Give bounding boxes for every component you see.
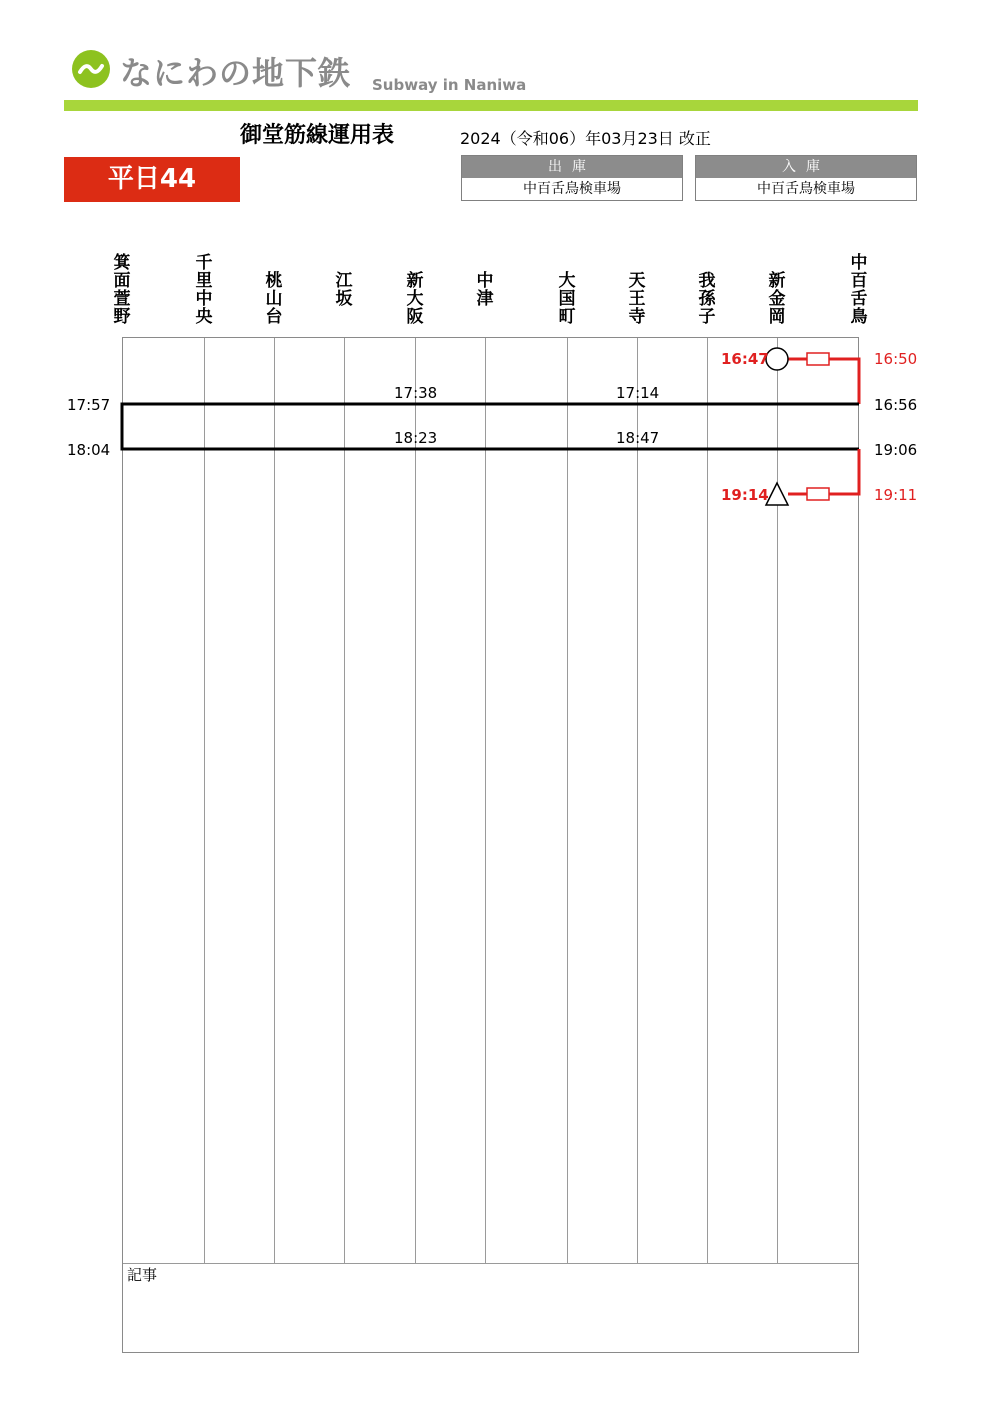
time-depart-minoh: 18:04 (67, 441, 111, 459)
time-arrive-nakamozu-1: 16:50 (874, 350, 918, 368)
time-depart-nakamozu-2: 19:11 (874, 486, 918, 504)
time-tennoji-2: 18:47 (616, 429, 660, 447)
station-shin-osaka: 新大阪 (406, 271, 424, 327)
brand-subtitle: Subway in Naniwa (372, 76, 527, 94)
time-arrive-shinkanaoka: 19:14 (721, 486, 769, 504)
depot-in-marker (807, 488, 829, 500)
station-minoh-kayano: 箕面萱野 (113, 253, 131, 327)
time-arrive-minoh: 17:57 (67, 396, 111, 414)
time-depart-shinkanaoka: 16:47 (721, 350, 769, 368)
station-shinkanaoka: 新金岡 (768, 271, 786, 327)
depot-out-value: 中百舌鳥検車場 (523, 181, 621, 197)
time-arrive-nakamozu-2: 19:06 (874, 441, 918, 459)
time-depart-nakamozu-1: 16:56 (874, 396, 918, 414)
time-shinosaka-1: 17:38 (394, 384, 438, 402)
service-run-path (122, 404, 859, 449)
notes-label: 記事 (127, 1266, 158, 1284)
station-daikokucho: 大国町 (558, 271, 576, 327)
time-tennoji-1: 17:14 (616, 384, 660, 402)
station-senri-chuo: 千里中央 (195, 253, 213, 327)
schedule-badge: 平日44 (64, 157, 240, 202)
station-nakamozu: 中百舌鳥 (850, 253, 868, 327)
depot-out-label: 出庫 (462, 156, 682, 178)
station-momoyamadai: 桃山台 (265, 271, 283, 327)
station-abiko: 我孫子 (698, 271, 716, 327)
station-nakatsu: 中津 (476, 271, 494, 309)
depart-circle-icon (766, 348, 788, 370)
arrive-triangle-icon (766, 483, 788, 505)
station-tennoji: 天王寺 (628, 271, 646, 327)
depot-in-label: 入庫 (696, 156, 916, 178)
time-shinosaka-2: 18:23 (394, 429, 438, 447)
depot-out-marker (807, 353, 829, 365)
revision-date: 2024（令和06）年03月23日 改正 (460, 129, 711, 148)
station-esaka: 江坂 (335, 271, 353, 309)
page-title: 御堂筋線運用表 (240, 123, 395, 148)
depot-in-value: 中百舌鳥検車場 (757, 181, 855, 197)
brand-name: なにわの地下鉄 (120, 54, 352, 92)
